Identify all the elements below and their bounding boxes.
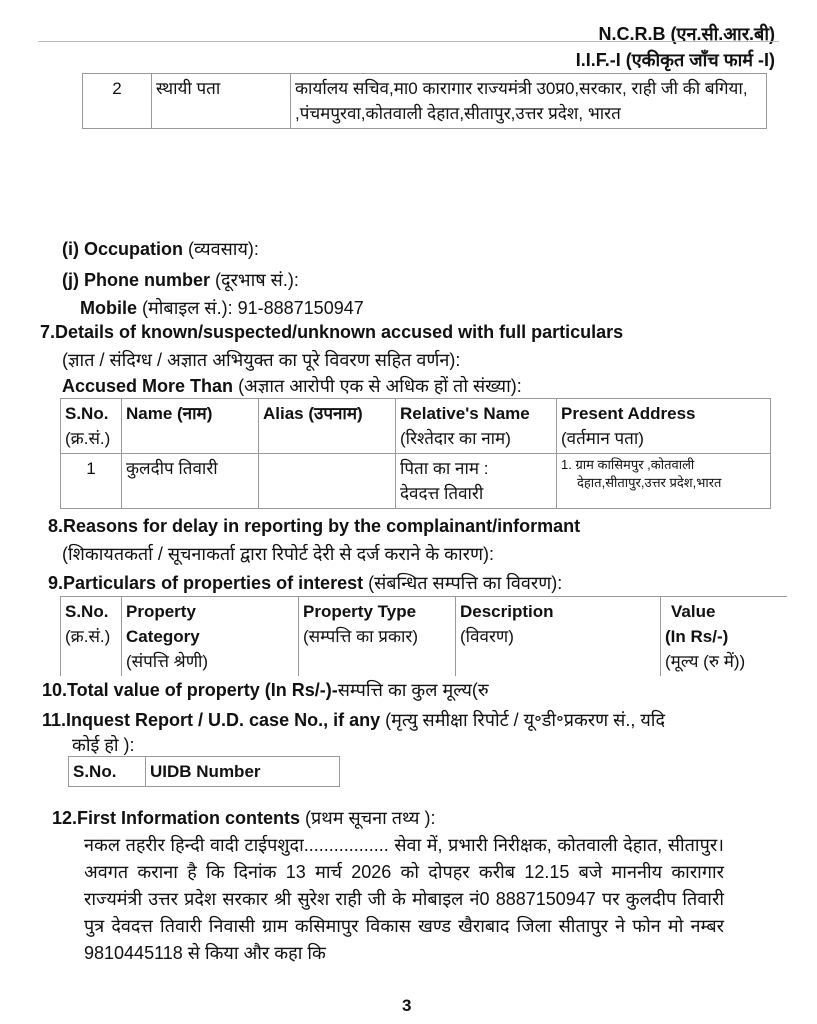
col-value <box>661 597 788 677</box>
header-category-hindi: (संपत्ति श्रेणी) <box>126 652 209 671</box>
section-11-hindi-2: कोई हो ): <box>72 735 135 755</box>
header-relative-hindi: (रिश्तेदार का नाम) <box>400 429 511 448</box>
col-category <box>122 597 299 677</box>
fir-contents: नकल तहरीर हिन्दी वादी टाईपशुदा................. सेवा में, प्रभारी निरीक्षक, कोतवाली देहात, सीतापुर। अवगत कराना है कि दिनांक 13 मार्च 2026 को दोपहर करीब 12.15 बजे माननीय कारागार राज्यमंत्री उत्तर प्रदेश सरकार श्री सुरेश राही जी के मोबाइल नं0 8887150947 पर कुलदीप तिवारी पुत्र देवदत्त तिवारी निवासी ग्राम कसिमापुर विकास खण्ड खैराबाद जिला सीतापुर ने फोन मो नम्बर 9810445118 से किया और कहा कि <box>84 835 724 963</box>
col-sno <box>61 399 122 454</box>
header-description: Description <box>460 602 554 621</box>
col-description <box>456 597 661 677</box>
header-description-hindi: (विवरण) <box>460 627 514 646</box>
header-name: Name (नाम) <box>126 404 213 423</box>
header-category: Property <box>126 602 196 621</box>
table-header-row <box>61 399 771 454</box>
form-header-ncrb: N.C.R.B (एन.सी.आर.बी) <box>598 24 775 44</box>
mobile-hindi: (मोबाइल सं.): <box>142 298 233 318</box>
header-uidb: UIDB Number <box>146 757 340 787</box>
section-11-line <box>42 708 665 732</box>
header-value: Value <box>671 602 716 621</box>
mobile-line <box>80 296 364 320</box>
header-sno-hindi: (क्र.सं.) <box>65 429 111 448</box>
accused-name: कुलदीप तिवारी <box>122 454 259 509</box>
col-relative <box>396 399 557 454</box>
table-row <box>83 74 767 129</box>
address-line-2: देहात,सीतापुर,उत्तर प्रदेश,भारत <box>577 475 722 490</box>
col-address <box>557 399 771 454</box>
occupation-line <box>62 237 259 261</box>
section-9-line <box>48 571 562 595</box>
section-8-hindi: (शिकायतकर्ता / सूचनाकर्ता द्वारा रिपोर्ट देरी से दर्ज कराने के कारण): <box>62 544 495 564</box>
table-row <box>61 454 771 509</box>
header-sno: S.No. <box>65 602 109 621</box>
section-12-line <box>52 806 435 830</box>
section-11-hindi: (मृत्यु समीक्षा रिपोर्ट / यू॰डी॰प्रकरण सं., यदि <box>385 710 666 730</box>
uidb-table <box>68 756 340 787</box>
header-value-hindi: (मूल्य (रु में)) <box>665 652 746 671</box>
accused-address <box>557 454 771 509</box>
row-number: 2 <box>83 74 152 129</box>
phone-label: (j) Phone number <box>62 270 210 290</box>
occupation-label: (i) Occupation <box>62 239 183 259</box>
section-10-hindi: सम्पत्ति का कुल मूल्य(रु <box>337 680 489 700</box>
section-9-title: 9.Particulars of properties of interest <box>48 573 364 593</box>
address-label: स्थायी पता <box>152 74 291 129</box>
header-alias: Alias (उपनाम) <box>263 404 363 423</box>
accused-more-than-line <box>62 374 522 398</box>
occupation-hindi: (व्यवसाय): <box>188 239 259 259</box>
col-type <box>299 597 456 677</box>
header-value-2: (In Rs/-) <box>665 627 729 646</box>
section-10-title: 10.Total value of property (In Rs/-)- <box>42 680 338 700</box>
col-name <box>122 399 259 454</box>
relative-line-1: पिता का नाम : <box>400 459 489 478</box>
section-9-hindi: (संबन्धित सम्पत्ति का विवरण): <box>368 573 563 593</box>
header-category-2: Category <box>126 627 200 646</box>
accused-alias <box>259 454 396 509</box>
header-sno: S.No. <box>65 404 109 423</box>
header-type: Property Type <box>303 602 417 621</box>
permanent-address-table <box>82 73 767 129</box>
col-sno <box>61 597 122 677</box>
address-line-1: 1. ग्राम कासिमपुर ,कोतवाली <box>561 457 695 472</box>
accused-table <box>60 398 771 509</box>
address-value: कार्यालय सचिव,मा0 कारागार राज्यमंत्री उ0प्र0,सरकार, राही जी की बगिया, ,पंचमपुरवा,कोतवाली देहात,सीतापुर,उत्तर प्रदेश, भारत <box>291 74 767 129</box>
header-address: Present Address <box>561 404 696 423</box>
accused-more-than-hindi: (अज्ञात आरोपी एक से अधिक हों तो संख्या): <box>238 376 522 396</box>
section-12-hindi: (प्रथम सूचना तथ्य ): <box>305 808 436 828</box>
header-sno: S.No. <box>69 757 146 787</box>
section-7-title: 7.Details of known/suspected/unknown accused with full particulars <box>40 322 624 342</box>
header-relative: Relative's Name <box>400 404 530 423</box>
accused-relative <box>396 454 557 509</box>
table-header-row <box>69 757 340 787</box>
mobile-value: 91-8887150947 <box>237 298 364 318</box>
header-divider <box>38 41 779 42</box>
section-11-title: 11.Inquest Report / U.D. case No., if any <box>42 710 381 730</box>
section-7-hindi: (ज्ञात / संदिग्ध / अज्ञात अभियुक्त का पूरे विवरण सहित वर्णन): <box>62 350 461 370</box>
section-8-title: 8.Reasons for delay in reporting by the complainant/informant <box>48 516 581 536</box>
header-sno-hindi: (क्र.सं.) <box>65 627 111 646</box>
relative-line-2: देवदत्त तिवारी <box>400 484 484 503</box>
mobile-label: Mobile <box>80 298 137 318</box>
col-alias <box>259 399 396 454</box>
header-type-hindi: (सम्पत्ति का प्रकार) <box>303 627 419 646</box>
page-number: 3 <box>402 996 412 1015</box>
phone-hindi: (दूरभाष सं.): <box>215 270 299 290</box>
property-table <box>60 596 787 676</box>
accused-sno: 1 <box>61 454 122 509</box>
header-address-hindi: (वर्तमान पता) <box>561 429 644 448</box>
accused-more-than-label: Accused More Than <box>62 376 234 396</box>
section-10-line <box>42 678 489 702</box>
form-header-iif: I.I.F.-I (एकीकृत जाँच फार्म -I) <box>575 50 775 70</box>
section-12-title: 12.First Information contents <box>52 808 301 828</box>
table-header-row <box>61 597 788 677</box>
phone-line <box>62 268 299 292</box>
